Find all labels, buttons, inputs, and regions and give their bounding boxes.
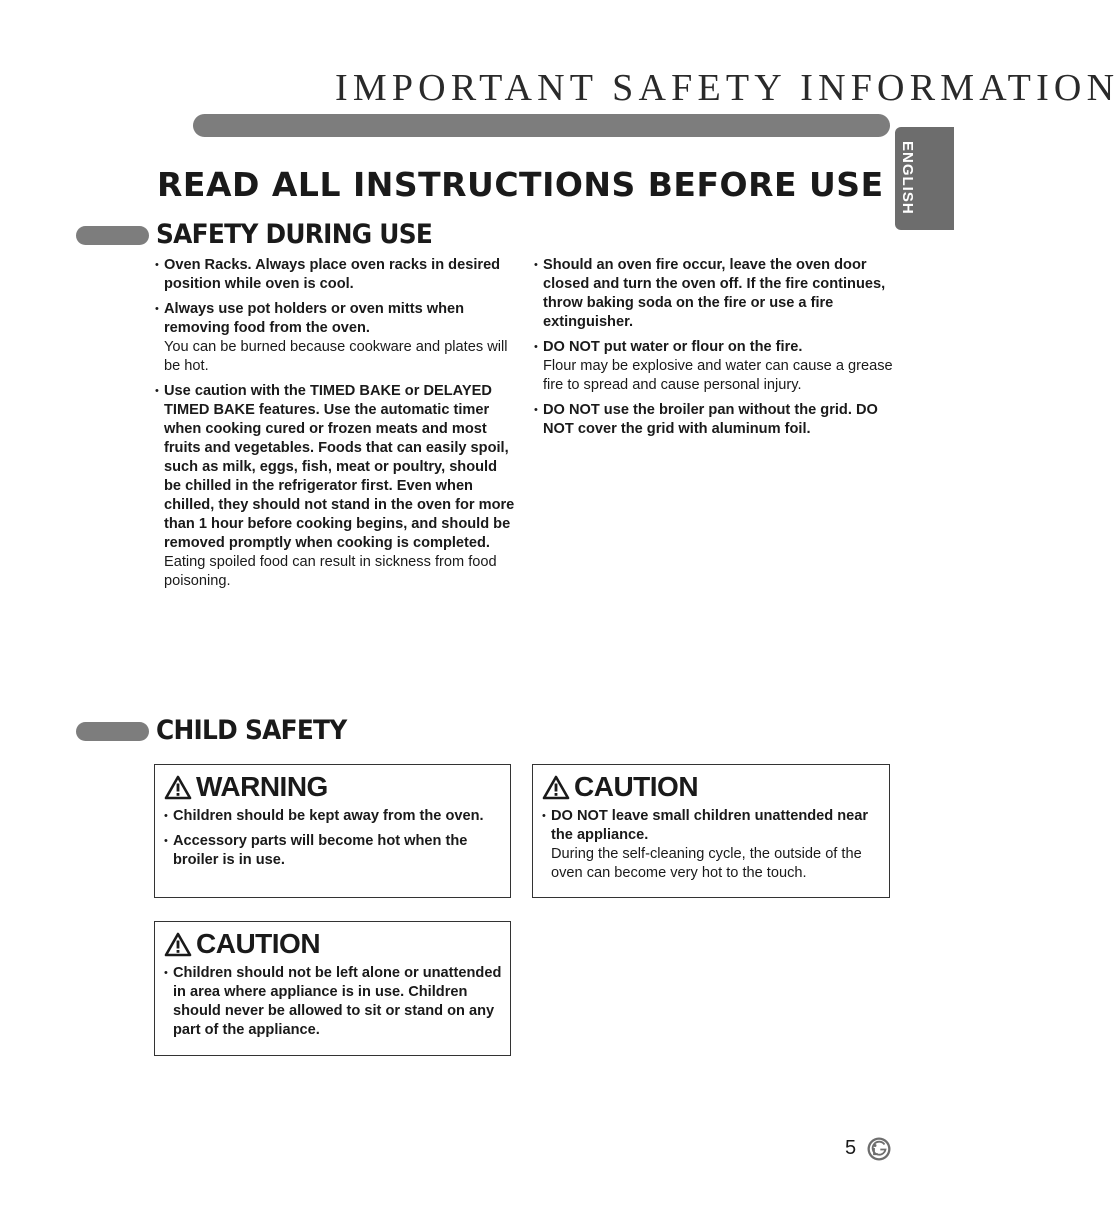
lg-logo-text: LG (867, 1137, 869, 1138)
section-heading-safety-during-use: SAFETY DURING USE (156, 219, 433, 250)
warning-triangle-icon (165, 776, 191, 799)
item-bold-text: • Children should be kept away from the oven. (173, 808, 484, 824)
caution-box-list (542, 807, 881, 889)
list-item (155, 256, 515, 294)
caution-title-text: CAUTION (196, 928, 321, 959)
warning-triangle-icon (543, 776, 569, 799)
item-bold-text: • Accessory parts will become hot when the broiler is in use. (173, 833, 468, 868)
language-tab-label: ENGLISH (899, 141, 916, 215)
safety-right-column (534, 256, 894, 445)
list-item (534, 256, 894, 332)
item-bold-text: • DO NOT put water or flour on the fire. (543, 339, 803, 355)
list-item (542, 807, 881, 883)
item-normal-text: Flour may be explosive and water can cause a grease fire to spread and cause personal injury. (543, 358, 893, 393)
item-bold-text: • Should an oven fire occur, leave the oven door closed and turn the oven off. If the fire continues, throw baking soda on the fire or use a fire extinguisher. (543, 257, 886, 330)
section-pill-child (76, 722, 149, 741)
caution-box-title (165, 928, 320, 960)
item-normal-text: You can be burned because cookware and plates will be hot. (164, 339, 508, 374)
caution-box-right (532, 764, 890, 898)
item-normal-text: Eating spoiled food can result in sickness from food poisoning. (164, 554, 497, 589)
header-bar (193, 114, 890, 137)
warning-title-text: WARNING (196, 771, 328, 802)
header-title: IMPORTANT SAFETY INFORMATION (335, 67, 1119, 109)
list-item (164, 807, 502, 826)
warning-box-list (164, 807, 502, 876)
caution-title-text: CAUTION (574, 771, 699, 802)
list-item (164, 832, 502, 870)
item-bold-text: • DO NOT use the broiler pan without the grid. DO NOT cover the grid with aluminum foil. (543, 402, 878, 437)
caution-box-list (164, 964, 502, 1046)
safety-left-column (155, 256, 515, 597)
list-item (155, 300, 515, 376)
list-item (534, 338, 894, 395)
item-bold-text: • DO NOT leave small children unattended near the appliance. (551, 808, 869, 843)
item-bold-text: • Always use pot holders or oven mitts when removing food from the oven. (164, 301, 465, 336)
item-bold-text: • Oven Racks. Always place oven racks in desired position while oven is cool. (164, 257, 501, 292)
section-pill-safety (76, 226, 149, 245)
list-item (164, 964, 502, 1040)
main-heading: READ ALL INSTRUCTIONS BEFORE USE (157, 165, 884, 204)
warning-triangle-icon (165, 933, 191, 956)
section-heading-child-safety: CHILD SAFETY (156, 715, 347, 746)
item-bold-text: • Use caution with the TIMED BAKE or DELAYED TIMED BAKE features. Use the automatic timer when cooking cured or frozen meats and most fruits and vegetables. Foods that can easily spoil, such as milk, eggs, fish, meat or poultry, should be chilled in the refrigerator first. Even when chilled, they should not stand in the oven for more than 1 hour before cooking begins, and should be removed promptly when cooking is completed. (164, 383, 515, 551)
list-item (155, 382, 515, 591)
caution-box-title (543, 771, 698, 803)
caution-box-bottom (154, 921, 511, 1056)
item-normal-text: During the self-cleaning cycle, the outside of the oven can become very hot to the touch. (551, 846, 862, 881)
item-bold-text: • Children should not be left alone or unattended in area where appliance is in use. Children should never be allowed to sit or stand on any part of the appliance. (173, 965, 502, 1038)
page-number: 5 (845, 1137, 857, 1159)
warning-box (154, 764, 511, 898)
list-item (534, 401, 894, 439)
warning-box-title (165, 771, 328, 803)
language-tab (895, 127, 954, 230)
lg-logo-icon (867, 1137, 891, 1161)
